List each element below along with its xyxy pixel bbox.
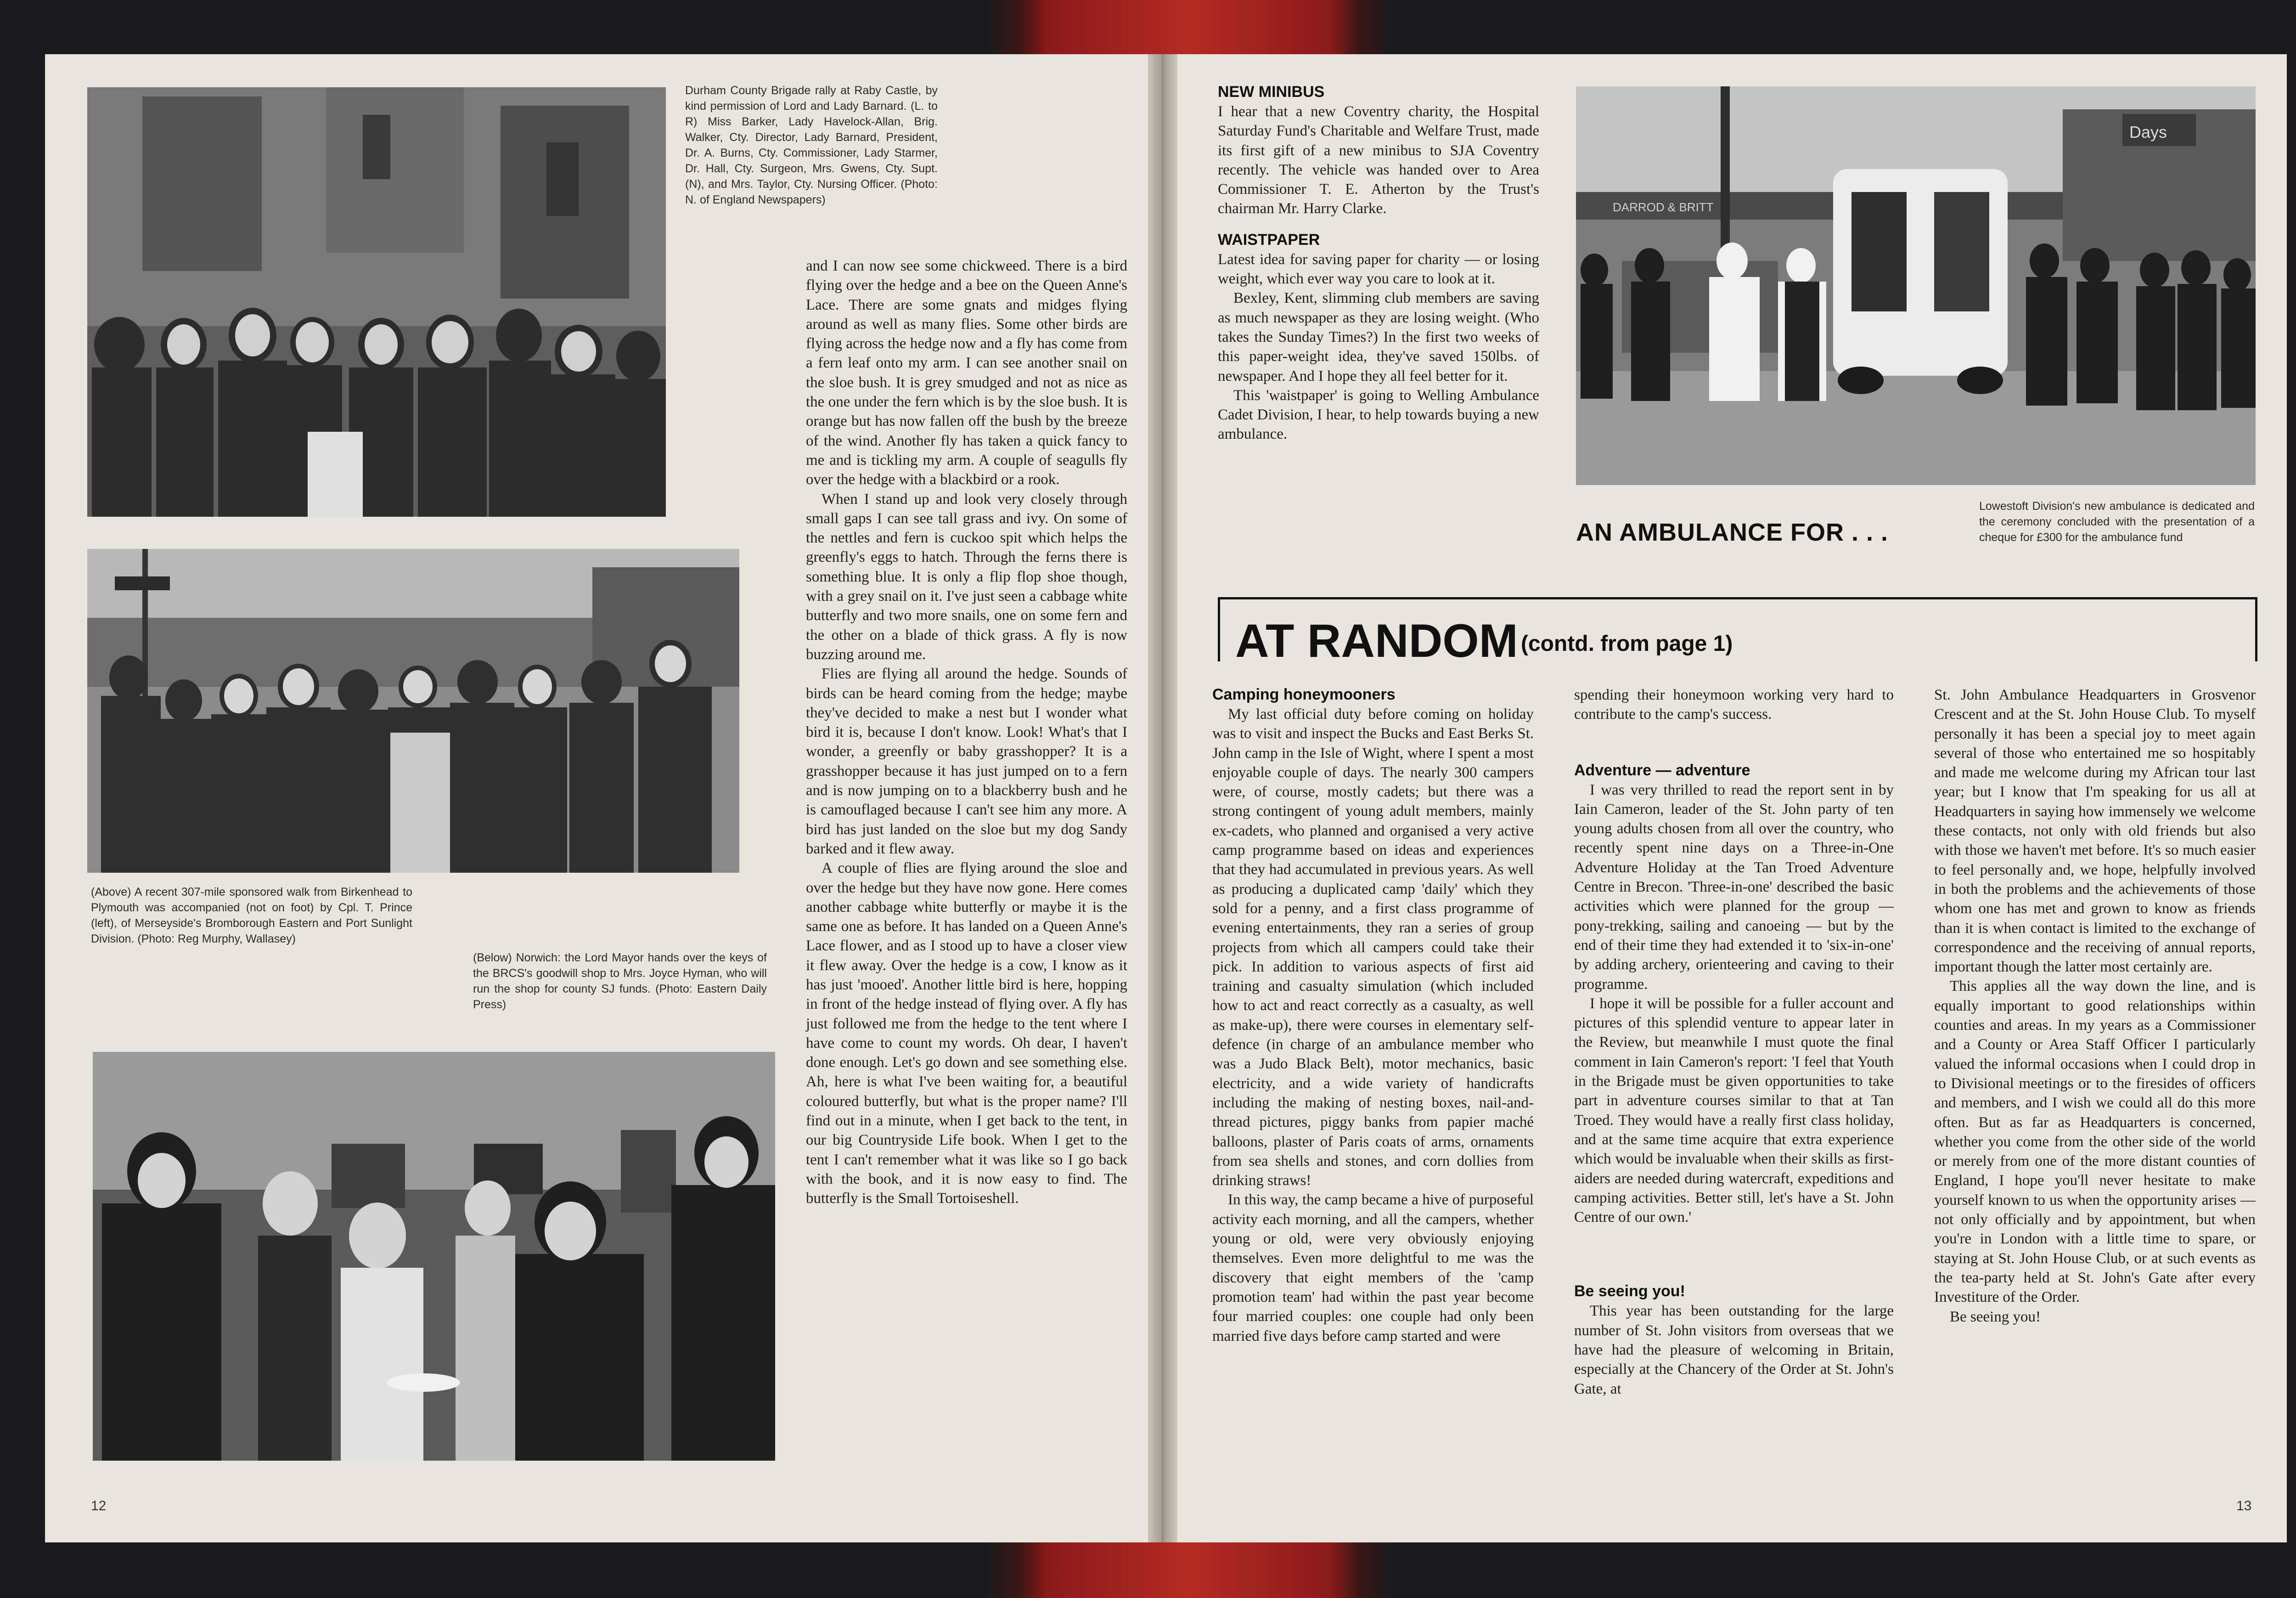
at-random-contd: (contd. from page 1) xyxy=(1521,632,1733,656)
camping-paragraph: In this way, the camp became a hive of purposeful activity each morning, and all the campers, whether young or old, were very obviously enjoying themselves. Even more delightful to me was the discovery that eight members of the 'camp promotion team' had within the past year become four married couples: one couple had only been married five days before camp started and were xyxy=(1212,1191,1534,1344)
random-column-2 xyxy=(1574,685,1894,1399)
page-number-right: 13 xyxy=(2236,1498,2252,1513)
butterfly-paragraph: and I can now see some chickweed. There is a bird flying over the hedge and a bee on the Queen Anne's Lace. There are some gnats and midges flying around as well as many flies. Some other birds are flying across the hedge now and a fly has come from a fern leaf onto my arm. I can see another snail on the sloe bush. It is grey smudged and not as nice as the one under the fern which is by the sloe bush. It is orange but has now fallen off the bush by the breeze of the wind. Another fly has taken a quick fancy to me and is tickling my arm. A couple of seagulls fly over the hedge with a blackbird or a rook. xyxy=(806,258,1127,488)
photo-ambulance-dedication xyxy=(1576,86,2256,485)
headquarters-paragraph: St. John Ambulance Headquarters in Grosvenor Crescent and at the St. John House Club. To myself personally it has been a special joy to meet again several of those who entertained me so hospitably and made me welcome during my African tour last year; but I know that I'm speaking for us all at Headquarters in saying how immensely we welcome these contacts, not only with old friends but also with those we haven't met before. It's so much easier to feel personally and, we hope, helpfully involved in both the problems and the achievements of those whom one has met and grown to know as friends than it is when contact is limited to the exchange of correspondence and the receiving of annual reports, important though the latter most certainly are. xyxy=(1934,687,2256,976)
butterfly-paragraph: A couple of flies are flying around the sloe and over the hedge but they have now gone. Here comes another cabbage white butterfly or maybe it is the same one as before. It has landed on a Queen Anne's Lace flower, and as I stood up to have a closer view it flew away. Over the hedge is a cow, I know as it has just 'mooed'. Another little bird is here, hopping in front of the hedge instead of flying over. A fly has just followed me from the hedge to the tent where I have come to count my words. Oh dear, I haven't done enough. Let's go down and see something else. Ah, here is what I've been waiting for, a beautiful coloured butterfly, but what is the proper name? I'll find out in a minute, when I get back to the tent, in our big Countryside Life book. When I get to the tent I can't remember what it was like so I go back with the book, and it is now easy to find. The butterfly is the Small Tortoiseshell. xyxy=(806,860,1127,1207)
caption-sponsored-walk-text: (Above) A recent 307-mile sponsored walk from Birkenhead to Plymouth was accompanied (not on foot) by Cpl. T. Prince (left), of Merseyside's Bromborough Eastern and Port Sunlight Division. (Photo: Reg Murphy, Wallasey) xyxy=(91,886,412,945)
camping-heading: Camping honeymooners xyxy=(1212,686,1396,703)
random-column-1 xyxy=(1212,684,1534,1346)
caption-norwich xyxy=(473,950,767,1012)
caption-ambulance-text: Lowestoft Division's new ambulance is dedicated and the ceremony concluded with the presentation of a cheque for £300 for the ambulance fund xyxy=(1979,500,2255,544)
photo-norwich-shop xyxy=(93,1052,775,1461)
waistpaper-paragraph: Bexley, Kent, slimming club members are saving as much newspaper as they are losing weight. (Who takes the Sunday Times?) In the first two weeks of this paper-weight idea, they've saved 150lbs. of newspaper. And I hope they all feel better for it. xyxy=(1218,290,1539,384)
camping-paragraph: My last official duty before coming on holiday was to visit and inspect the Bucks and East Berks St. John camp in the Isle of Wight, where I spent a most enjoyable couple of days. The nearly 300 campers were, of course, mostly cadets; but there was a strong contingent of young adult members, mainly ex-cadets, who planned and organised a very active camp programme based on ideas and experiences that they had accumulated in previous years. As well as producing a duplicated camp 'daily' which they sold for a penny, and a first class programme of evening entertainments, they ran a series of group projects from which all campers could take their pick. In addition to various aspects of first aid training and casualty simulation (which included how to act and react correctly as a casualty, as well as make-up), there were courses in elementary self-defence (in charge of an ambulance member who was a Judo Black Belt), motor mechanics, basic electricity, and a wide variety of handicrafts including the making of nesting boxes, nail-and-thread pictures, piggy banks from papier maché balloons, plaster of Paris coats of arms, ornaments from sea shells and stones, and corn dollies from drinking straws! xyxy=(1212,706,1534,1189)
minibus-heading: NEW MINIBUS xyxy=(1218,83,1325,101)
caption-sponsored-walk xyxy=(91,884,412,947)
honeymoon-continued: spending their honeymoon working very hard to contribute to the camp's success. xyxy=(1574,687,1894,723)
be-seeing-you-paragraph: This year has been outstanding for the large number of St. John visitors from overseas that we have had the pleasure of welcoming in Britain, especially at the Chancery of the Order at St. John's Gate, at xyxy=(1574,1303,1894,1397)
headquarters-paragraph: This applies all the way down the line, and is equally important to good relationships within counties and areas. In my years as a Commissioner and a County or Area Staff Officer I particularly valued the informal occasions when I could drop in to Divisional meetings or to the firesides of officers and members, and I wish we could all do this more often. But as far as Headquarters is concerned, whether you come from the other side of the world or merely from one of the more distant counties of England, I hope you'll never hesitate to make yourself known to us when the opportunity arises — not only officially and by appointment, but when you're in London with a little time to spare, or staying at St. John House Club, or at such events as the tea-party held at St. John's Gate after every Investiture of the Order. xyxy=(1934,978,2256,1306)
butterfly-column xyxy=(806,256,1127,1208)
page-number-left: 12 xyxy=(91,1498,107,1513)
waistpaper-heading: WAISTPAPER xyxy=(1218,231,1320,248)
waistpaper-paragraph: This 'waistpaper' is going to Welling Ambulance Cadet Division, I hear, to help towards buying a new ambulance. xyxy=(1218,387,1539,443)
be-seeing-you-heading: Be seeing you! xyxy=(1574,1282,1685,1300)
caption-durham xyxy=(685,83,938,208)
minibus-paragraph: I hear that a new Coventry charity, the Hospital Saturday Fund's Charitable and Welfare Trust, made its first gift of a new minibus to SJA Coventry recently. The vehicle was handed over to Area Commissioner T. E. Atherton by the Trust's chairman Mr. Harry Clarke. xyxy=(1218,103,1539,217)
adventure-paragraph: I was very thrilled to read the report sent in by Iain Cameron, leader of the St. John party of ten young adults chosen from all over the country, who recently spent nine days on a Three-in-One Adventure Holiday at the Tan Troed Adventure Centre in Brecon. 'Three-in-one' described the basic activities which were planned for the group — pony-trekking, sailing and canoeing — but by the end of their time they had extended it to 'six-in-one' by adding archery, orienteering and caving to their programme. xyxy=(1574,781,1894,993)
butterfly-paragraph: When I stand up and look very closely through small gaps I can see tall grass and ivy. On some of the nettles and fern is cuckoo spit which helps the greenfly's eggs to hatch. Through the ferns there is something blue. It is only a flip flop shoe though, with a grey snail on it. I've just seen a cabbage white butterfly and two more snails, one on some fern and the other on a blade of thick grass. A fly is now buzzing around me. xyxy=(806,491,1127,663)
caption-norwich-text: (Below) Norwich: the Lord Mayor hands over the keys of the BRCS's goodwill shop to Mrs. Joyce Hyman, who will run the shop for county SJ funds. (Photo: Eastern Daily Press) xyxy=(473,951,767,1011)
photo-durham-rally xyxy=(87,87,666,517)
adventure-heading: Adventure — adventure xyxy=(1574,761,1750,779)
sign-off-line: Be seeing you! xyxy=(1950,1308,2041,1325)
random-column-3 xyxy=(1934,685,2256,1327)
waistpaper-paragraph: Latest idea for saving paper for charity — or losing weight, which ever way you care to look at it. xyxy=(1218,251,1539,288)
butterfly-paragraph: Flies are flying all around the hedge. Sounds of birds can be heard coming from the hedge; maybe they've decided to make a nest but I wonder what bird it is, because I don't know. Look! What's that I wonder, a greenfly or baby grasshopper? It is a grasshopper because it has just jumped on to a fern and is now jumping on to a blackberry bush and he is camouflaged because I can't see him any more. A bird has just landed on the sloe but my dog Sandy barked and it flew away. xyxy=(806,666,1127,857)
photo-sponsored-walk xyxy=(87,549,739,873)
caption-durham-text: Durham County Brigade rally at Raby Castle, by kind permission of Lord and Lady Barnard. (L. to R) Miss Barker, Lady Havelock-Allan, Brig. Walker, Cty. Director, Lady Barnard, President, Dr. A. Burns, Cty. Commissioner, Lady Starmer, Dr. Hall, Cty. Surgeon, Mrs. Gwens, Cty. Supt. (N), and Mrs. Taylor, Cty. Nursing Officer. (Photo: N. of England Newspapers) xyxy=(685,84,938,206)
minibus-section xyxy=(1218,82,1539,444)
ambulance-headline: AN AMBULANCE FOR . . . xyxy=(1576,519,1888,546)
photo-sign-garrod: DARROD & BRITT xyxy=(1613,200,1714,214)
adventure-paragraph: I hope it will be possible for a fuller account and pictures of this splendid venture to appear later in the Review, but meanwhile I must quote the final comment in Iain Cameron's report: 'I feel that Youth in the Brigade must be given opportunities to take part in adventure courses similar to that at Tan Troed. They would have a really first class holiday, and at the same time acquire that extra experience which would be invaluable when their skills as first-aiders are needed during watercraft, expeditions and camping activities. Better still, let's have a St. John Centre of our own.' xyxy=(1574,995,1894,1226)
photo-sign-days: Days xyxy=(2129,123,2167,141)
at-random-title: AT RANDOM xyxy=(1235,615,1518,667)
caption-ambulance xyxy=(1979,498,2255,545)
page-gutter xyxy=(1148,54,1177,1542)
